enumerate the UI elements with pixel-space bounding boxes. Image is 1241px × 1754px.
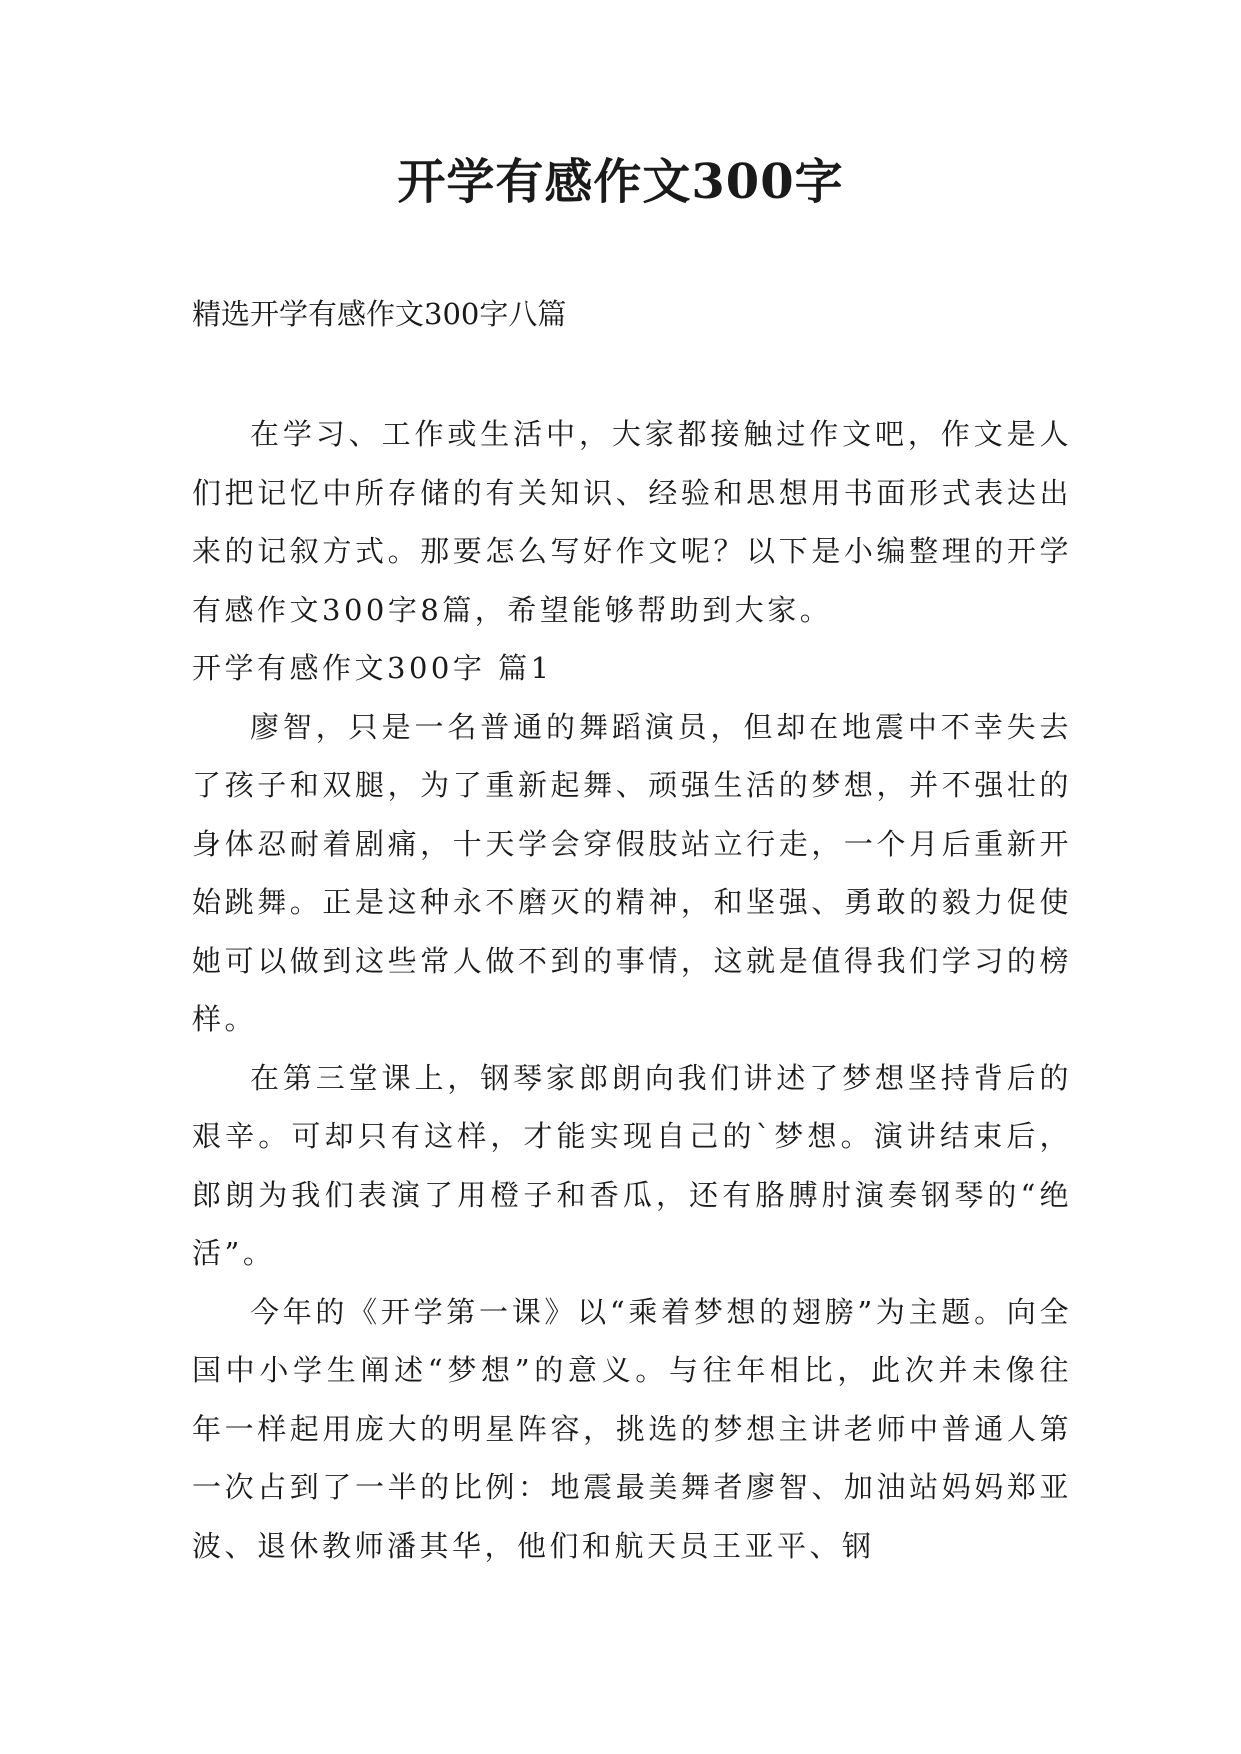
body-paragraph: 廖智，只是一名普通的舞蹈演员，但却在地震中不幸失去了孩子和双腿，为了重新起舞、顽强生活的梦想，并不强壮的身体忍耐着剧痛，十天学会穿假肢站立行走，一个月后重新开始跳舞。正是这种永不磨灭的精神，和坚强、勇敢的毅力促使她可以做到这些常人做不到的事情，这就是值得我们学习的榜样。 (192, 709, 1072, 1036)
document-body (192, 405, 1072, 1575)
intro-paragraph: 在学习、工作或生活中，大家都接触过作文吧，作文是人们把记忆中所存储的有关知识、经验和思想用书面形式表达出来的记叙方式。那要怎么写好作文呢？以下是小编整理的开学有感作文300字8篇，希望能够帮助到大家。 (192, 417, 1072, 627)
body-paragraph: 在第三堂课上，钢琴家郎朗向我们讲述了梦想坚持背后的艰辛。可却只有这样，才能实现自己的`梦想。演讲结束后，郎朗为我们表演了用橙子和香瓜，还有胳膊肘演奏钢琴的“绝活”。 (192, 1060, 1072, 1270)
document-subtitle: 精选开学有感作文300字八篇 (192, 297, 567, 331)
section-heading: 开学有感作文300字 篇1 (192, 651, 553, 685)
body-paragraph: 今年的《开学第一课》以“乘着梦想的翅膀”为主题。向全国中小学生阐述“梦想”的意义。与往年相比，此次并未像往年一样起用庞大的明星阵容，挑选的梦想主讲老师中普通人第一次占到了一半的比例：地震最美舞者廖智、加油站妈妈郑亚波、退休教师潘其华，他们和航天员王亚平、钢 (192, 1294, 1072, 1563)
document-title: 开学有感作文300字 (397, 154, 844, 210)
